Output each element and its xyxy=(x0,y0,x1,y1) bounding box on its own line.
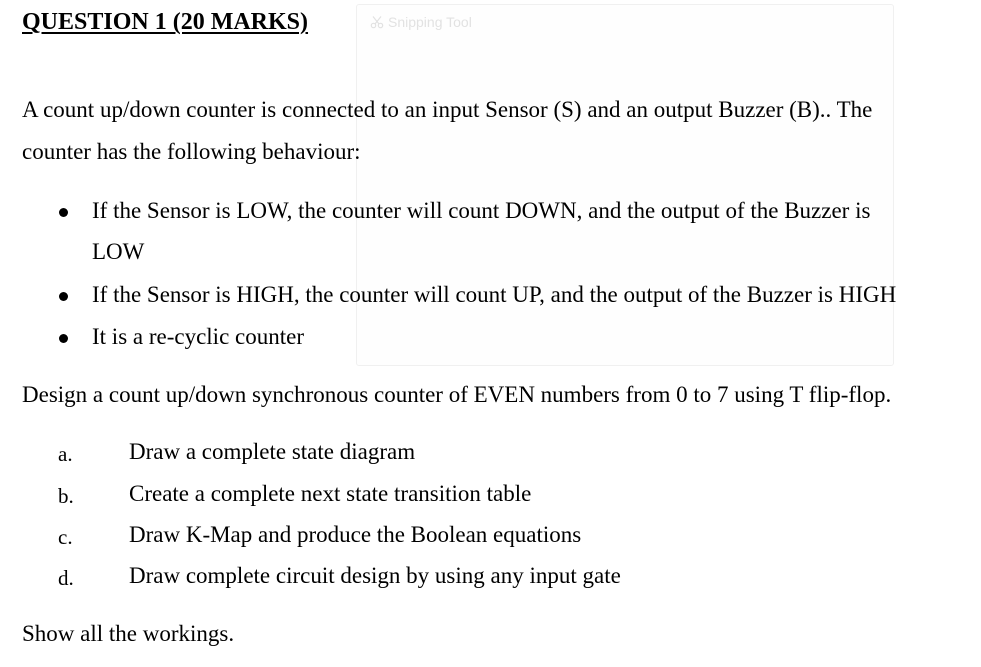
task-a-letter: a. xyxy=(58,442,73,466)
question-title: QUESTION 1 (20 MARKS) xyxy=(22,9,309,35)
intro-line-2: counter has the following behaviour: xyxy=(22,139,361,164)
task-b-letter: b. xyxy=(58,484,74,508)
scissors-icon xyxy=(370,15,384,29)
bullet-2-text: If the Sensor is HIGH, the counter will count UP, and the output of the Buzzer is HIGH xyxy=(92,282,897,307)
bullet-icon xyxy=(59,208,68,217)
bullet-icon xyxy=(59,334,68,343)
bullet-1-line-1: If the Sensor is LOW, the counter will count DOWN, and the output of the Buzzer is xyxy=(92,198,871,223)
task-b-text: Create a complete next state transition table xyxy=(129,481,532,506)
bullet-1-line-2: LOW xyxy=(92,239,145,264)
snipping-tool-text: Snipping Tool xyxy=(388,14,472,30)
bullet-icon xyxy=(59,292,68,301)
task-d-letter: d. xyxy=(58,566,74,590)
task-c-text: Draw K-Map and produce the Boolean equations xyxy=(129,522,582,547)
task-a-text: Draw a complete state diagram xyxy=(129,439,416,464)
design-statement: Design a count up/down synchronous counter of EVEN numbers from 0 to 7 using T flip-flop. xyxy=(22,382,892,407)
snipping-tool-label xyxy=(370,14,472,30)
task-d-text: Draw complete circuit design by using any input gate xyxy=(129,563,621,588)
snipping-tool-overlay xyxy=(356,4,894,366)
intro-line-1: A count up/down counter is connected to an input Sensor (S) and an output Buzzer (B).. The xyxy=(22,97,873,122)
bullet-3-text: It is a re-cyclic counter xyxy=(92,324,304,349)
footer-instruction: Show all the workings. xyxy=(22,621,235,646)
task-c-letter: c. xyxy=(58,525,73,549)
